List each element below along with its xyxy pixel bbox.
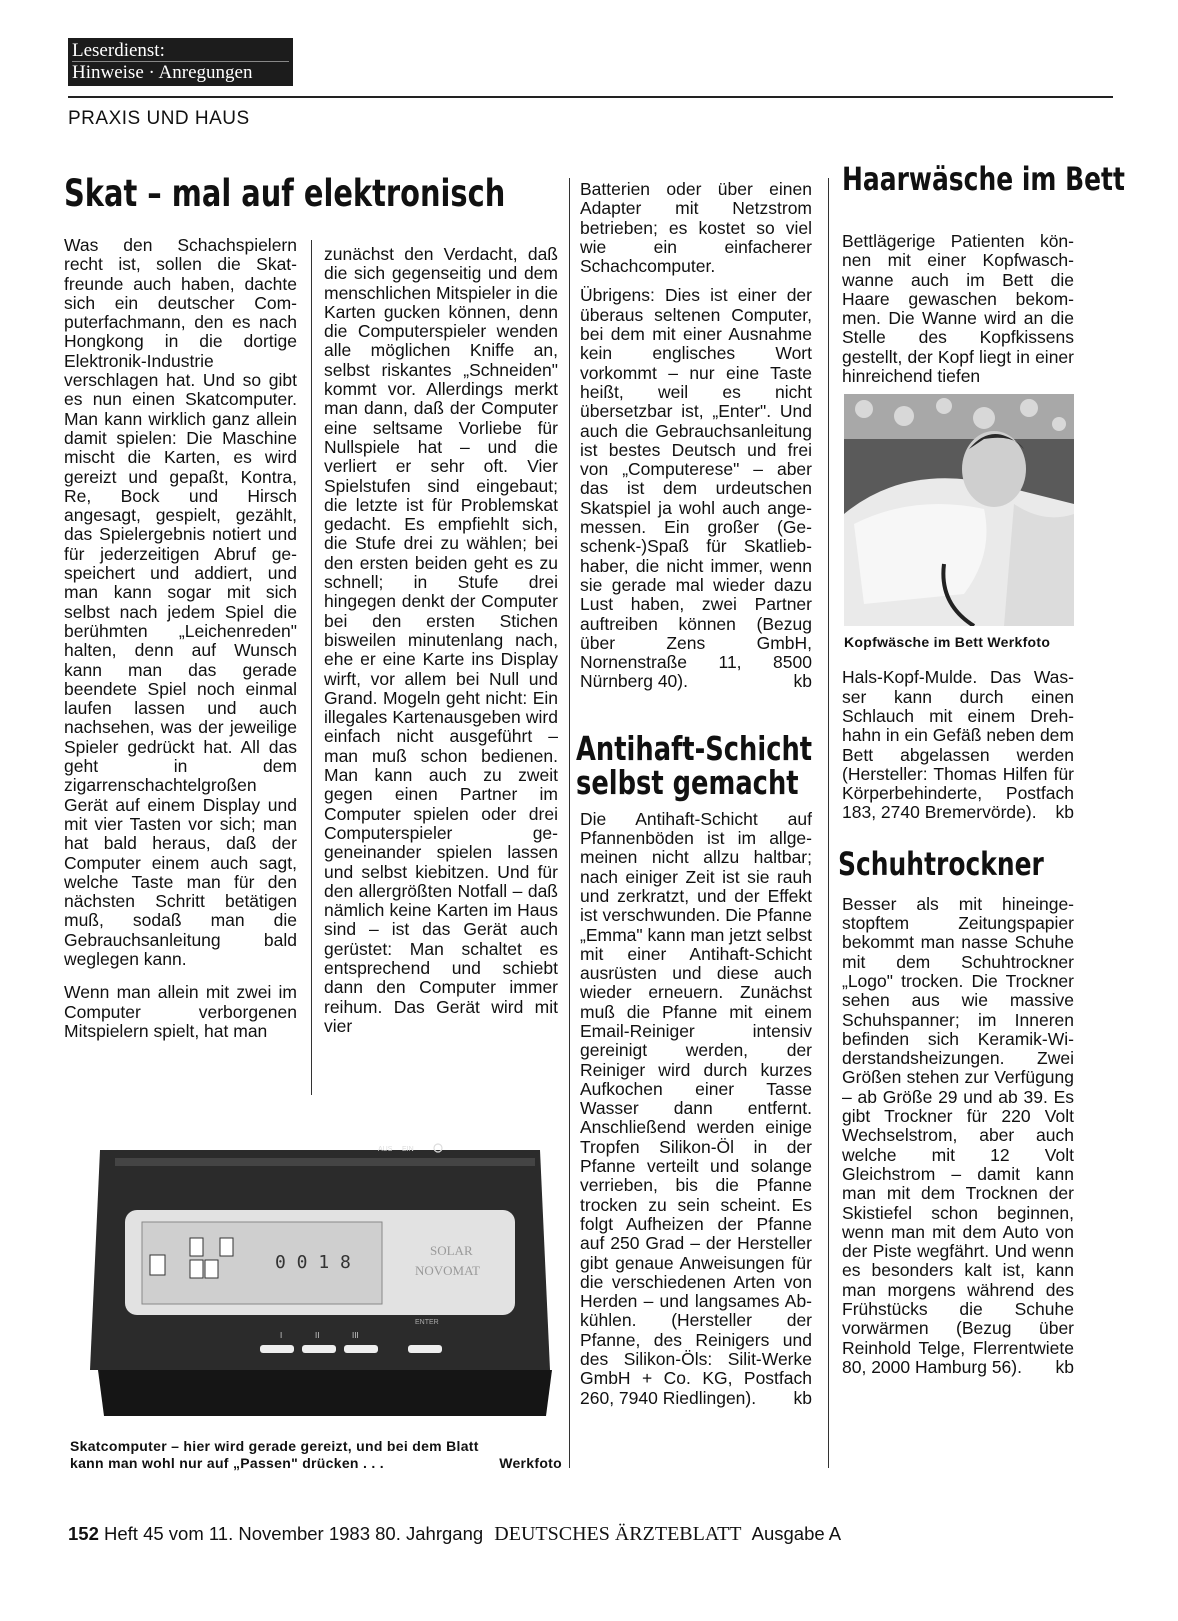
- page-footer: [68, 1523, 841, 1546]
- brand-line1: SOLAR: [430, 1243, 473, 1258]
- article3-caption: Kopfwäsche im Bett Werkfoto: [844, 634, 1051, 650]
- page-number: 152: [68, 1523, 99, 1544]
- aus-label: AUS: [378, 1146, 393, 1153]
- article1-caption-line2: kann man wohl nur auf „Passen" drücken . . .: [70, 1455, 384, 1471]
- article2-author: kb: [793, 1387, 812, 1408]
- header-rule: [68, 96, 1113, 98]
- article3-paragraph: Bettlägerige Patienten können mit einer Kopfwaschwanne auch im Bett die Haare gewaschen bekommen. Die Wanne wird an die Stelle des Kopfkissens gestellt, der Kopf liegt in einer hinreichend tiefen: [842, 231, 1074, 387]
- article2-title: [576, 728, 813, 802]
- device-button: [344, 1345, 378, 1353]
- article4-author: kb: [1055, 1356, 1074, 1377]
- column-rule: [311, 240, 312, 1095]
- article1-column2: [324, 245, 558, 1046]
- article1-paragraph: zunächst den Verdacht, daß die sich gegenseitig und dem menschlichen Mitspieler in die Karten gucken können, denn die Computerspieler wenden alle möglichen Kniffe an, selbst riskantes „Schneiden" kommt vor. Allerdings merkt man dann, daß der Computer eine seltsame Vorliebe für Nullspiele hat – und die verliert er sehr oft. Vier Spielstufen sind eingebaut; die letzte ist für Problemskat gedacht. Es empfiehlt sich, die Stufe drei zu wählen; bei den ersten beiden geht es zu schnell; in Stufe drei hingegen denkt der Computer bei den ersten Stichen bisweilen minutenlang nach, ehe er eine Karte ins Display wirft, vor allem bei Null und Grand. Mogeln geht nicht: Ein illegales Kartenausgeben wird einfach nicht ausgeführt – man muß schon bedienen. Man kann auch zu zweit gegen einen Partner im Computer spielen oder drei Computerspieler gegeneinander spielen lassen und selbst kiebitzen. Und für den allergrößten Notfall – daß nämlich keine Karten im Haus sind – ist das Gerät auch gerüstet: Man schaltet es entsprechend und schiebt dann den Computer immer reihum. Das Gerät wird mit vier: [324, 244, 558, 1036]
- display-digits: 0 0 1 8: [275, 1252, 351, 1273]
- article1-text: Übrigens: Dies ist einer der überaus seltenen Computer, bei dem mit einer Ausnahme kein englisches Wort vorkommt – nur eine Taste heißt, weil es nicht übersetzbar ist, „Enter". Und auch die Gebrauchsanleitung ist bestes Deutsch und frei von „Computerese" – aber das ist dem urdeutschen Skatspiel ja wohl auch angemessen. Ein großer (Geschenk-)Spaß für Skatliebhaber, die nicht immer, wenn sie gerade mal wieder dazu Lust haben, zwei Partner auftreiben können (Bezug über Zens GmbH, Nornenstraße 11, 8500 Nürnberg 40).: [580, 285, 812, 692]
- article1-caption: [70, 1438, 562, 1472]
- enter-text: ENTER: [415, 1319, 439, 1326]
- article2-text: Die Antihaft-Schicht auf Pfannenböden ist im allgemeinen nicht allzu haltbar; nach einiger Zeit ist sie rauh und zerkratzt, und der Effekt ist verschwunden. Die Pfanne „Emma" kann man jetzt selbst mit einer Antihaft-Schicht ausrüsten und diese auch wieder erneuern. Zunächst muß die Pfanne mit einem Email-Reiniger intensiv gereinigt werden, der Reiniger wird durch kurzes Aufkochen einer Tasse Wasser dann entfernt. Anschließend werden einige Tropfen Silikon-Öl in der Pfanne verteilt und solange verrieben, bis die Pfanne trocken zu sein scheint. Es folgt Aufheizen der Pfanne auf 250 Grad – der Hersteller gibt genaue Anweisungen für die verschiedenen Arten von Herden – und langsames Abkühlen. (Hersteller der Pfanne, des Reinigers und des Silikon-Öls: Silit-Werke GmbH + Co. KG, Postfach 260, 7940 Riedlingen).: [580, 808, 812, 1408]
- article2-title-line2: selbst gemacht: [576, 762, 799, 802]
- article1-caption-credit: Werkfoto: [499, 1455, 562, 1471]
- section-title: PRAXIS UND HAUS: [68, 108, 250, 129]
- article2-title-line1: Antihaft-Schicht: [576, 728, 813, 768]
- article4-title: Schuhtrockner: [838, 844, 1044, 883]
- article3-paragraph: [842, 668, 1074, 822]
- article3-author: kb: [1055, 802, 1074, 823]
- article2-paragraph: [580, 810, 812, 1408]
- edition: Ausgabe A: [751, 1523, 842, 1544]
- department-box: [68, 38, 293, 86]
- department-line2: Hinweise · Anregungen: [72, 62, 253, 83]
- column-rule: [569, 178, 570, 1468]
- article1-paragraph: Batterien oder über einen Adapter mit Netzstrom betrieben; es kostet so viel wie ein einfacherer Schachcomputer.: [580, 179, 812, 277]
- device-button: [302, 1345, 336, 1353]
- article1-column1: [64, 236, 297, 1051]
- issue-info: Heft 45 vom 11. November 1983 80. Jahrgang: [104, 1523, 484, 1544]
- button-label-3: III: [352, 1331, 359, 1340]
- article1-caption-line1: Skatcomputer – hier wird gerade gereizt, und bei dem Blatt: [70, 1438, 479, 1454]
- article-column3: [576, 179, 813, 1418]
- hairwash-photo: [844, 394, 1074, 626]
- button-label-2: II: [315, 1331, 320, 1340]
- column-rule: [828, 178, 829, 1468]
- article1-title: Skat – mal auf elektronisch: [64, 172, 506, 215]
- department-line1: Leserdienst:: [72, 40, 289, 62]
- article3-text: Hals-Kopf-Mulde. Das Wasser kann durch einen Schlauch mit einem Drehhahn in ein Gefäß neben dem Bett abgelassen werden (Hersteller: Thomas Hilfen für Körperbehinderte, Postfach 183, 2740 Bremervörde).: [842, 667, 1074, 823]
- article1-paragraph: [580, 286, 812, 691]
- article4-paragraph: [842, 895, 1074, 1377]
- article1-author: kb: [793, 671, 812, 692]
- skatcomputer-photo: [70, 1120, 560, 1430]
- magazine-name: DEUTSCHES ÄRZTEBLATT: [494, 1523, 742, 1545]
- enter-button: [408, 1345, 442, 1353]
- device-button: [260, 1345, 294, 1353]
- article3-title: Haarwäsche im Bett: [842, 160, 1125, 198]
- article4-text: Besser als mit hineingestopftem Zeitungspapier bekommt man nasse Schuhe mit dem Schuhtrockner „Logo" trocken. Die Trockner sehen aus wie massive Schuhspanner; im Inneren befinden sich Keramik-Widerstandsheizungen. Zwei Größen stehen zur Verfügung – ab Größe 29 und ab 39. Es gibt Trockner für 220 Volt Wechselstrom, aber auch welche mit 12 Volt Gleichstrom – damit kann man mit dem Trocknen der Skistiefel schon beginnen, wenn man mit dem Auto von der Piste wegfährt. Und wenn es besonders kalt ist, kann man morgens während des Frühstücks die Schuhe vorwärmen (Bezug über Reinhold Telge, Flerrentwiete 80, 2000 Hamburg 56).: [842, 893, 1074, 1377]
- article1-paragraph: Wenn man allein mit zwei im Computer verborgenen Mitspielern spielt, hat man: [64, 982, 297, 1041]
- brand-line2: NOVOMAT: [415, 1263, 480, 1278]
- ein-label: EIN: [402, 1146, 414, 1153]
- button-label-1: I: [280, 1331, 283, 1340]
- article1-paragraph: Was den Schachspielern recht ist, sollen die Skatfreunde auch haben, dachte sich ein deutscher Computerfachmann, den es nach Hongkong in die dortige Elektronik-Industrie verschlagen hat. Und so gibt es nun einen Skatcomputer. Man kann wirklich ganz allein damit spielen: Die Maschine mischt die Karten, es wird gereizt und gepaßt, Kontra, Re, Bock und Hirsch angesagt, gespielt, gezählt, das Spielergebnis notiert und für jederzeitigen Abruf gespeichert und addiert, und man kann sogar mit sich selbst nach jedem Spiel die berühmten „Leichenreden" halten, denn auf Wunsch kann man das gerade beendete Spiel noch einmal laufen lassen und auch nachsehen, was der jeweilige Spieler gedrückt hat. All das geht in dem zigarrenschachtelgroßen Gerät auf einem Display und mit vier Tasten vor sich; man hat bald heraus, daß der Computer einem auch sagt, welche Taste man für den nächsten Schritt betätigen muß, sodaß man die Gebrauchsanleitung bald weglegen kann.: [64, 235, 297, 969]
